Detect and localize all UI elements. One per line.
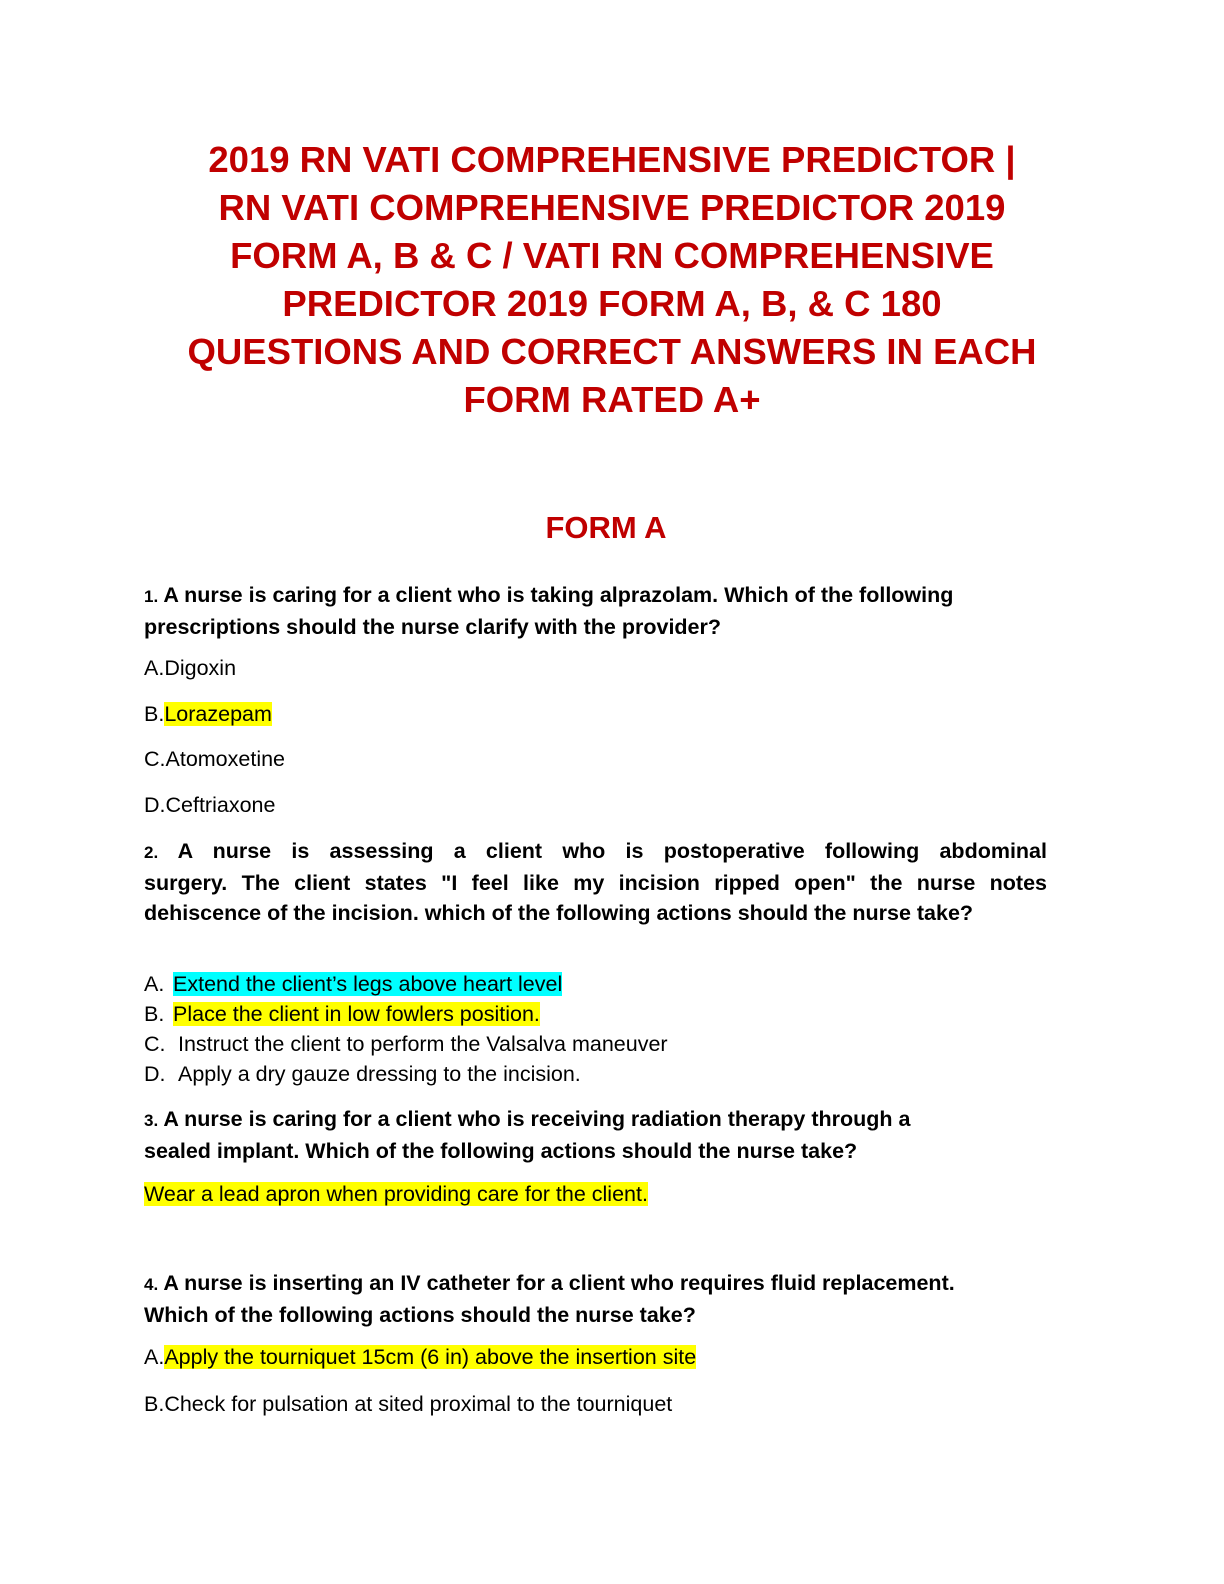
option-4b — [144, 1390, 672, 1418]
title-line: 2019 RN VATI COMPREHENSIVE PREDICTOR | — [208, 139, 1016, 180]
highlighted-answer: Lorazepam — [164, 702, 272, 726]
question-line: prescriptions should the nurse clarify with the provider? — [144, 615, 722, 639]
question-3 — [144, 1104, 910, 1166]
question-text: surgery. The client states "I feel like my incision ripped open" the nurse notes dehiscence of the incision. which of the following actions should the nurse take? — [144, 871, 1047, 925]
title-line: FORM RATED A+ — [463, 379, 761, 420]
option-letter: A. — [144, 656, 165, 680]
highlighted-answer: Apply the tourniquet 15cm (6 in) above the insertion site — [164, 1345, 697, 1369]
option-2b — [144, 1000, 540, 1028]
option-letter: A. — [144, 972, 165, 996]
question-number: 1. — [144, 587, 159, 606]
question-line — [144, 836, 1047, 868]
title-line: QUESTIONS AND CORRECT ANSWERS IN EACH — [187, 331, 1037, 372]
question-number: 2. — [144, 843, 159, 862]
option-2c — [144, 1030, 668, 1058]
option-letter: A. — [144, 1345, 165, 1369]
question-text: A nurse is assessing a client who is postoperative following abdominal — [177, 839, 1047, 863]
question-text: A nurse is caring for a client who is receiving radiation therapy through a — [163, 1107, 911, 1131]
question-line — [144, 1268, 955, 1300]
option-text: Apply a dry gauze dressing to the incision. — [178, 1062, 581, 1086]
option-text: Atomoxetine — [165, 747, 286, 771]
highlighted-answer: Extend the client’s legs above heart level — [173, 972, 563, 996]
option-4a — [144, 1343, 696, 1371]
title-line: RN VATI COMPREHENSIVE PREDICTOR 2019 — [218, 187, 1006, 228]
option-1b — [144, 700, 272, 728]
title-line: FORM A, B & C / VATI RN COMPREHENSIVE — [230, 235, 994, 276]
answer-3 — [144, 1180, 648, 1208]
question-line: sealed implant. Which of the following actions should the nurse take? — [144, 1139, 858, 1163]
question-2 — [144, 836, 1047, 928]
option-1c — [144, 745, 285, 773]
question-line: Which of the following actions should the nurse take? — [144, 1303, 696, 1327]
option-text: Ceftriaxone — [165, 793, 276, 817]
question-text: A nurse is inserting an IV catheter for a client who requires fluid replacement. — [163, 1271, 955, 1295]
form-heading: FORM A — [545, 510, 667, 545]
option-text: Digoxin — [164, 656, 237, 680]
highlighted-answer: Place the client in low fowlers position. — [173, 1002, 540, 1026]
question-1 — [144, 580, 953, 642]
highlighted-answer: Wear a lead apron when providing care for the client. — [144, 1182, 648, 1206]
option-letter: D. — [144, 1062, 166, 1086]
option-letter: C. — [144, 747, 166, 771]
option-letter: B. — [144, 702, 165, 726]
title-line: PREDICTOR 2019 FORM A, B, & C 180 — [282, 283, 942, 324]
question-text: A nurse is caring for a client who is taking alprazolam. Which of the following — [163, 583, 954, 607]
option-letter: C. — [144, 1032, 166, 1056]
option-letter: B. — [144, 1002, 165, 1026]
document-title — [110, 136, 1114, 424]
question-number: 3. — [144, 1111, 159, 1130]
option-1d — [144, 791, 275, 819]
option-2d — [144, 1060, 581, 1088]
question-4 — [144, 1268, 955, 1330]
option-1a — [144, 654, 236, 682]
question-number: 4. — [144, 1275, 159, 1294]
option-letter: D. — [144, 793, 166, 817]
question-line — [144, 1104, 910, 1136]
option-2a — [144, 970, 562, 998]
option-text: Instruct the client to perform the Valsalva maneuver — [178, 1032, 668, 1056]
option-letter: B. — [144, 1392, 165, 1416]
option-text: Check for pulsation at sited proximal to the tourniquet — [164, 1392, 673, 1416]
question-line — [144, 580, 953, 612]
